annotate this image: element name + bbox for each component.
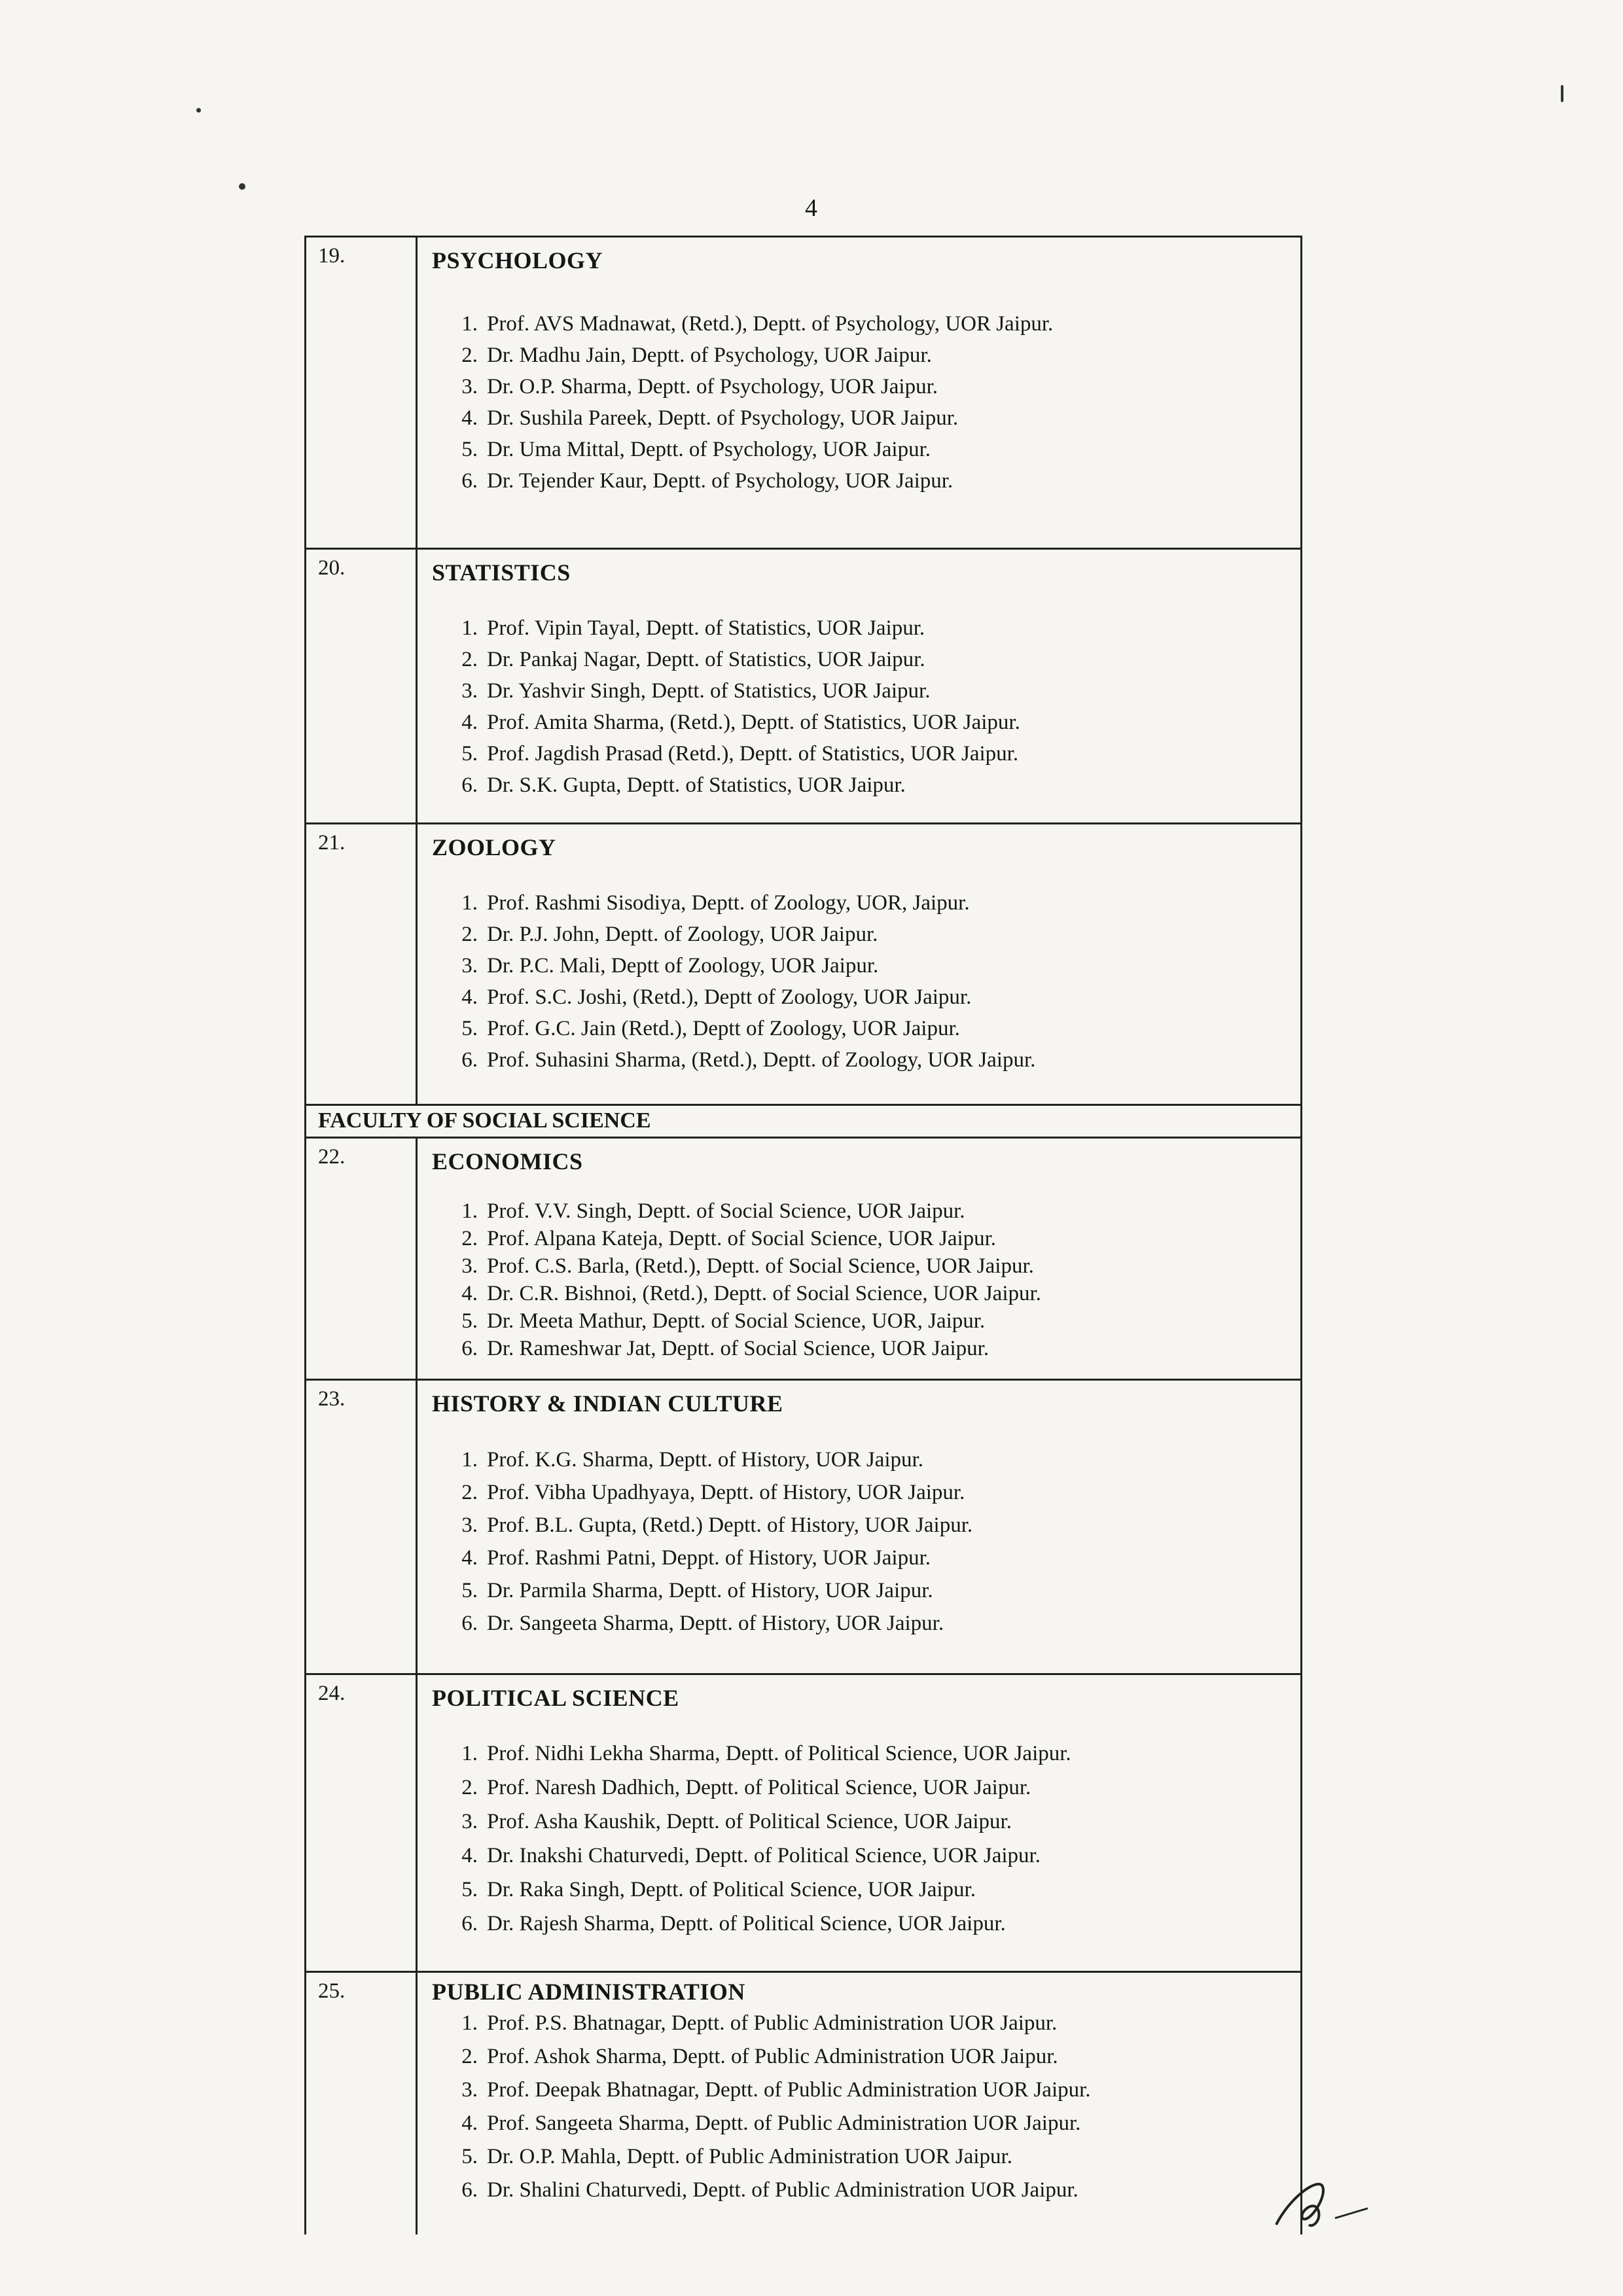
list-item: 4. Prof. Sangeeta Sharma, Deptt. of Public Administration UOR Jaipur. (461, 2111, 1081, 2135)
table-row-political-science (304, 1675, 1302, 1973)
list-item: 1. Prof. Rashmi Sisodiya, Deptt. of Zoology, UOR, Jaipur. (461, 891, 970, 915)
table-row-zoology (304, 824, 1302, 1106)
list-item: 3. Prof. Asha Kaushik, Deptt. of Political Science, UOR Jaipur. (461, 1810, 1012, 1833)
list-item: 5. Dr. Parmila Sharma, Deptt. of History, UOR Jaipur. (461, 1579, 933, 1602)
list-item: 6. Dr. Rameshwar Jat, Deptt. of Social Science, UOR Jaipur. (461, 1337, 990, 1360)
list-item: 4. Dr. Inakshi Chaturvedi, Deptt. of Political Science, UOR Jaipur. (461, 1844, 1041, 1867)
subject-heading: STATISTICS (432, 559, 571, 586)
serial-number: 20. (306, 550, 418, 822)
list-item: 5. Dr. O.P. Mahla, Deptt. of Public Administration UOR Jaipur. (461, 2145, 1012, 2168)
table-row-economics (304, 1139, 1302, 1381)
subject-heading: PUBLIC ADMINISTRATION (432, 1979, 745, 2005)
scan-speck (196, 108, 201, 113)
subject-heading: PSYCHOLOGY (432, 247, 603, 274)
list-item: 6. Dr. Tejender Kaur, Deptt. of Psychology, UOR Jaipur. (461, 469, 954, 493)
list-item: 5. Dr. Uma Mittal, Deptt. of Psychology, UOR Jaipur. (461, 438, 931, 461)
subject-heading: ZOOLOGY (432, 834, 556, 860)
list-item: 4. Prof. S.C. Joshi, (Retd.), Deptt of Zoology, UOR Jaipur. (461, 985, 972, 1009)
list-item: 3. Prof. Deepak Bhatnagar, Deptt. of Public Administration UOR Jaipur. (461, 2078, 1091, 2102)
list-item: 1. Prof. P.S. Bhatnagar, Deptt. of Public Administration UOR Jaipur. (461, 2011, 1058, 2035)
list-item: 1. Prof. V.V. Singh, Deptt. of Social Science, UOR Jaipur. (461, 1199, 965, 1223)
scan-speck (239, 183, 245, 190)
list-item: 6. Dr. Sangeeta Sharma, Deptt. of History, UOR Jaipur. (461, 1612, 944, 1635)
serial-number: 23. (306, 1381, 418, 1673)
list-item: 5. Prof. Jagdish Prasad (Retd.), Deptt. of Statistics, UOR Jaipur. (461, 742, 1019, 766)
list-item: 2. Dr. P.J. John, Deptt. of Zoology, UOR Jaipur. (461, 923, 878, 946)
list-item: 3. Prof. B.L. Gupta, (Retd.) Deptt. of History, UOR Jaipur. (461, 1513, 973, 1537)
list-item: 1. Prof. K.G. Sharma, Deptt. of History, UOR Jaipur. (461, 1448, 923, 1472)
list-item: 2. Dr. Pankaj Nagar, Deptt. of Statistics, UOR Jaipur. (461, 648, 925, 671)
list-item: 3. Dr. Yashvir Singh, Deptt. of Statistics, UOR Jaipur. (461, 679, 931, 703)
list-item: 2. Prof. Naresh Dadhich, Deptt. of Political Science, UOR Jaipur. (461, 1776, 1031, 1799)
list-item: 4. Prof. Rashmi Patni, Deppt. of History, UOR Jaipur. (461, 1546, 931, 1570)
list-item: 6. Dr. Rajesh Sharma, Deptt. of Political Science, UOR Jaipur. (461, 1912, 1006, 1935)
list-item: 6. Prof. Suhasini Sharma, (Retd.), Deptt. of Zoology, UOR Jaipur. (461, 1048, 1036, 1072)
list-item: 4. Dr. Sushila Pareek, Deptt. of Psychology, UOR Jaipur. (461, 406, 959, 430)
serial-number: 21. (306, 824, 418, 1104)
list-item: 4. Prof. Amita Sharma, (Retd.), Deptt. of Statistics, UOR Jaipur. (461, 711, 1020, 734)
serial-number: 24. (306, 1675, 418, 1971)
subject-heading: POLITICAL SCIENCE (432, 1685, 679, 1711)
members-table (304, 236, 1302, 2234)
list-item: 3. Dr. P.C. Mali, Deptt of Zoology, UOR Jaipur. (461, 954, 879, 978)
table-row-psychology (304, 236, 1302, 550)
list-item: 1. Prof. Nidhi Lekha Sharma, Deptt. of Political Science, UOR Jaipur. (461, 1742, 1071, 1765)
table-row-public-administration (304, 1973, 1302, 2234)
list-item: 3. Prof. C.S. Barla, (Retd.), Deptt. of Social Science, UOR Jaipur. (461, 1254, 1034, 1278)
serial-number: 19. (306, 238, 418, 548)
serial-number: 25. (306, 1973, 418, 2234)
handwritten-signature (1270, 2172, 1374, 2238)
list-item: 4. Dr. C.R. Bishnoi, (Retd.), Deptt. of Social Science, UOR Jaipur. (461, 1282, 1041, 1305)
subject-heading: ECONOMICS (432, 1148, 583, 1174)
faculty-heading: FACULTY OF SOCIAL SCIENCE (304, 1106, 1302, 1139)
subject-heading: HISTORY & INDIAN CULTURE (432, 1390, 783, 1417)
list-item: 2. Prof. Ashok Sharma, Deptt. of Public Administration UOR Jaipur. (461, 2045, 1058, 2068)
list-item: 2. Prof. Alpana Kateja, Deptt. of Social Science, UOR Jaipur. (461, 1227, 997, 1250)
list-item: 5. Dr. Raka Singh, Deptt. of Political Science, UOR Jaipur. (461, 1878, 976, 1901)
page-number: 4 (805, 194, 817, 222)
table-row-statistics (304, 550, 1302, 824)
list-item: 5. Prof. G.C. Jain (Retd.), Deptt of Zoology, UOR Jaipur. (461, 1017, 960, 1040)
list-item: 3. Dr. O.P. Sharma, Deptt. of Psychology, UOR Jaipur. (461, 375, 938, 398)
list-item: 1. Prof. Vipin Tayal, Deptt. of Statistics, UOR Jaipur. (461, 616, 925, 640)
list-item: 6. Dr. S.K. Gupta, Deptt. of Statistics, UOR Jaipur. (461, 773, 906, 797)
scan-line (1561, 85, 1563, 102)
list-item: 5. Dr. Meeta Mathur, Deptt. of Social Science, UOR, Jaipur. (461, 1309, 986, 1333)
list-item: 1. Prof. AVS Madnawat, (Retd.), Deptt. of Psychology, UOR Jaipur. (461, 312, 1054, 336)
serial-number: 22. (306, 1139, 418, 1379)
list-item: 6. Dr. Shalini Chaturvedi, Deptt. of Public Administration UOR Jaipur. (461, 2178, 1079, 2202)
table-row-history (304, 1381, 1302, 1675)
list-item: 2. Dr. Madhu Jain, Deptt. of Psychology, UOR Jaipur. (461, 344, 932, 367)
list-item: 2. Prof. Vibha Upadhyaya, Deptt. of History, UOR Jaipur. (461, 1481, 965, 1504)
